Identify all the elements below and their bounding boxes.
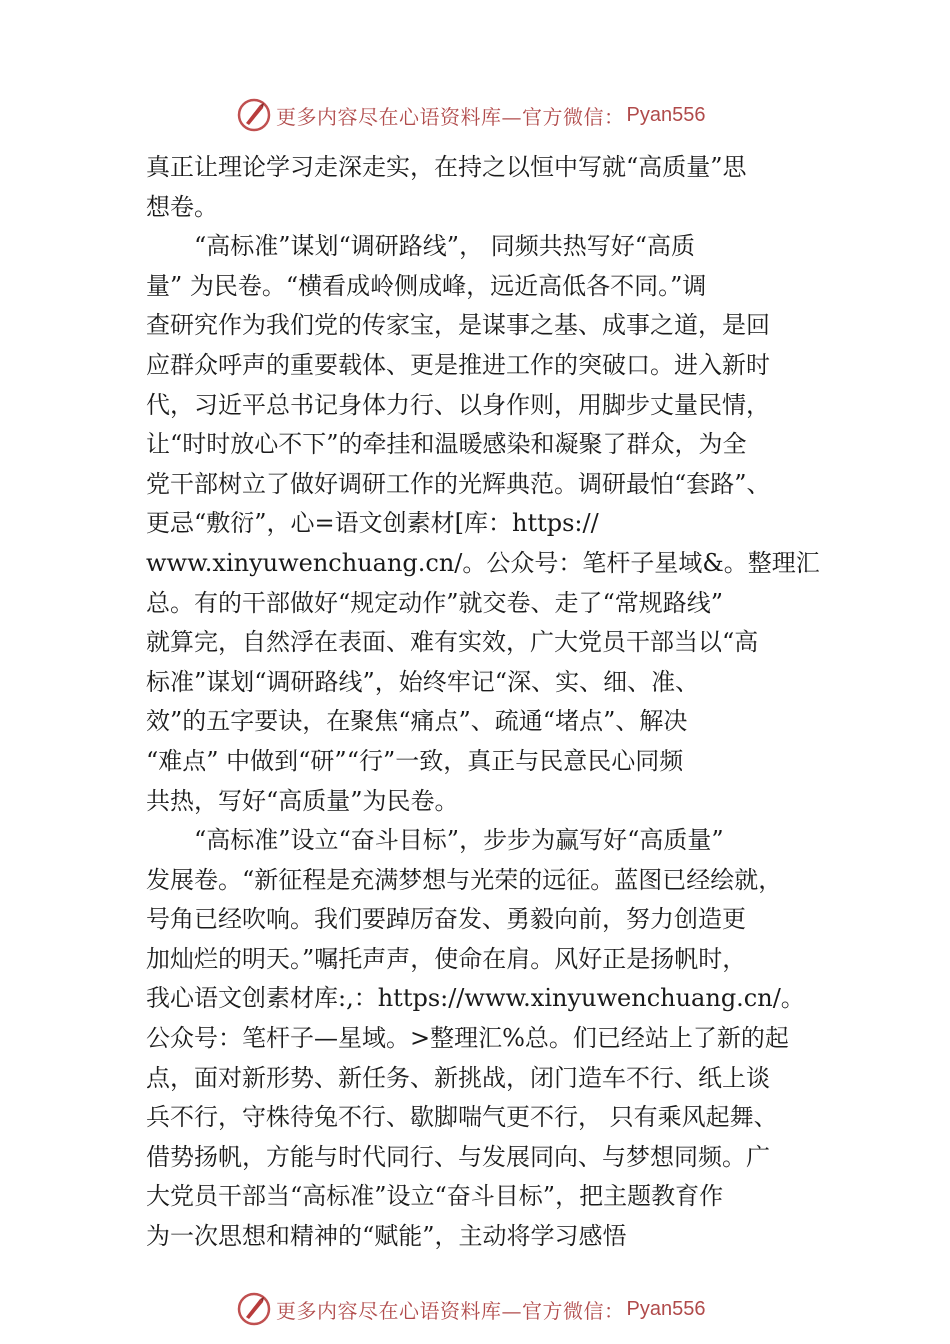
watermark-id: Pyan556: [626, 1297, 706, 1320]
text-line: 量” 为民卷。“横看成岭侧成峰，远近高低各不同。”调: [146, 271, 707, 300]
text-line: 更忌“敷衍”，心=语文创素材[库：https://: [146, 509, 599, 538]
quill-logo-icon: [236, 97, 272, 133]
text-line: “难点” 中做到“研”“行”一致，真正与民意民心同频: [146, 746, 684, 775]
text-line: 代，习近平总书记身体力行、以身作则，用脚步丈量民情，: [146, 390, 770, 419]
text-line: 总。有的干部做好“规定动作”就交卷、走了“常规路线”: [146, 588, 724, 617]
text-line: www.xinyuwenchuang.cn/。公众号：笔杆子星域&。整理汇: [146, 548, 820, 577]
text-line: 真正让理论学习走深走实，在持之以恒中写就“高质量”思: [146, 153, 747, 181]
text-line: “高标准”设立“奋斗目标”，步步为赢写好“高质量”: [194, 826, 724, 855]
text-line: “高标准”谋划“调研路线”， 同频共热写好“高质: [194, 232, 695, 261]
text-line: 公众号：笔杆子—星域。>整理汇%总。们已经站上了新的起: [146, 1024, 789, 1053]
text-line: 就算完，自然浮在表面、难有实效，广大党员干部当以“高: [146, 628, 759, 657]
text-line: 查研究作为我们党的传家宝，是谋事之基、成事之道，是回: [146, 311, 770, 340]
quill-logo-icon: [236, 1291, 272, 1327]
watermark-id: Pyan556: [626, 103, 706, 126]
text-line: 点，面对新形势、新任务、新挑战，闭门造车不行、纸上谈: [146, 1063, 770, 1092]
text-line: 加灿烂的明天。”嘱托声声，使命在肩。风好正是扬帆时，: [146, 944, 747, 973]
text-line: 党干部树立了做好调研工作的光辉典范。调研最怕“套路”、: [146, 469, 771, 498]
text-line: 我心语文创素材库:,：https://www.xinyuwenchuang.cn/。: [146, 984, 805, 1013]
text-line: 兵不行，守株待兔不行、歇脚喘气更不行， 只有乘风起舞、: [146, 1103, 778, 1132]
header-watermark: [236, 95, 756, 135]
text-line: 标准”谋划“调研路线”，始终牢记“深、实、细、准、: [146, 667, 700, 696]
text-line: 想卷。: [146, 192, 218, 221]
text-line: 让“时时放心不下”的牵挂和温暖感染和凝聚了群众，为全: [146, 430, 747, 459]
footer-watermark: [236, 1289, 756, 1329]
text-line: 借势扬帆，方能与时代同行、与发展同向、与梦想同频。广: [146, 1142, 770, 1171]
watermark-text: 更多内容尽在心语资料库—官方微信：: [276, 104, 625, 129]
document-body: [146, 148, 826, 1257]
text-line: 大党员干部当“高标准”设立“奋斗目标”，把主题教育作: [146, 1182, 724, 1211]
text-line: 为一次思想和精神的“赋能”，主动将学习感悟: [146, 1222, 627, 1251]
text-line: 应群众呼声的重要载体、更是推进工作的突破口。进入新时: [146, 350, 770, 379]
text-line: 发展卷。“新征程是充满梦想与光荣的远征。蓝图已经绘就，: [146, 865, 783, 894]
watermark-text: 更多内容尽在心语资料库—官方微信：: [276, 1298, 625, 1323]
text-line: 共热，写好“高质量”为民卷。: [146, 786, 459, 815]
text-line: 效”的五字要诀，在聚焦“痛点”、疏通“堵点”、解决: [146, 707, 688, 736]
text-line: 号角已经吹响。我们要踔厉奋发、勇毅向前，努力创造更: [146, 905, 746, 934]
